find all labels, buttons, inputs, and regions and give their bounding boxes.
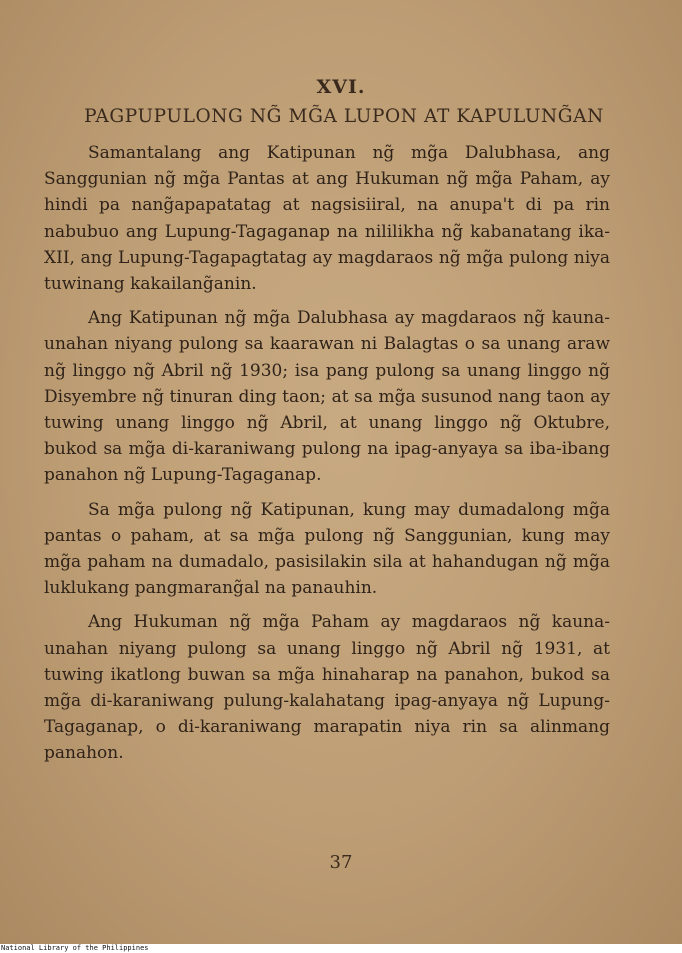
paragraph: Samantalang ang Katipunan ng̃ mg̃a Dalubhasa, ang Sanggunian ng̃ mg̃a Pantas at ang Hukuman ng̃ mg̃a Paham, ay hindi pa nang̃apapatatag at nagsisiiral, na anupa't di pa rin nabubuo ang Lupung-Tagaganap na nililikha ng̃ kabanatang ika-XII, ang Lupung-Tagapagtatag ay magdaraos ng̃ mg̃a pulong niya tuwinang kakailang̃anin. [44, 143, 610, 295]
page-number: 37 [329, 852, 353, 873]
chapter-number: XVI. [316, 76, 366, 98]
body-text [44, 140, 610, 775]
paragraph: Ang Katipunan ng̃ mg̃a Dalubhasa ay magdaraos ng̃ kauna-unahan niyang pulong sa kaarawan ni Balagtas o sa unang araw ng̃ linggo ng̃ Abril ng̃ 1930; isa pang pulong sa unang linggo ng̃ Disyembre ng̃ tinuran ding taon; at sa mg̃a susunod nang taon ay tuwing unang linggo ng̃ Abril, at unang linggo ng̃ Oktubre, bukod sa mg̃a di-karaniwang pulong na ipag-anyaya sa iba-ibang panahon ng̃ Lupung-Tagaganap. [44, 308, 610, 486]
paragraph: Ang Hukuman ng̃ mg̃a Paham ay magdaraos ng̃ kauna-unahan niyang pulong sa unang linggo ng̃ Abril ng̃ 1931, at tuwing ikatlong buwan sa mg̃a hinaharap na panahon, bukod sa mg̃a di-karaniwang pulung-kalahatang ipag-anyaya ng̃ Lupung-Tagaganap, o di-karaniwang marapatin niya rin sa alinmang panahon. [44, 612, 610, 764]
footer-strip [0, 944, 682, 953]
paragraph: Sa mg̃a pulong ng̃ Katipunan, kung may dumadalong mg̃a pantas o paham, at sa mg̃a pulong ng̃ Sanggunian, kung may mg̃a paham na dumadalo, pasisilakin sila at hahandugan ng̃ mg̃a luklukang pangmarang̃al na panauhin. [44, 499, 610, 599]
chapter-title: PAGPUPULONG NG̃ MG̃A LUPON AT KAPULUNG̃AN [84, 106, 604, 127]
library-credit: National Library of the Philippines [1, 944, 149, 952]
